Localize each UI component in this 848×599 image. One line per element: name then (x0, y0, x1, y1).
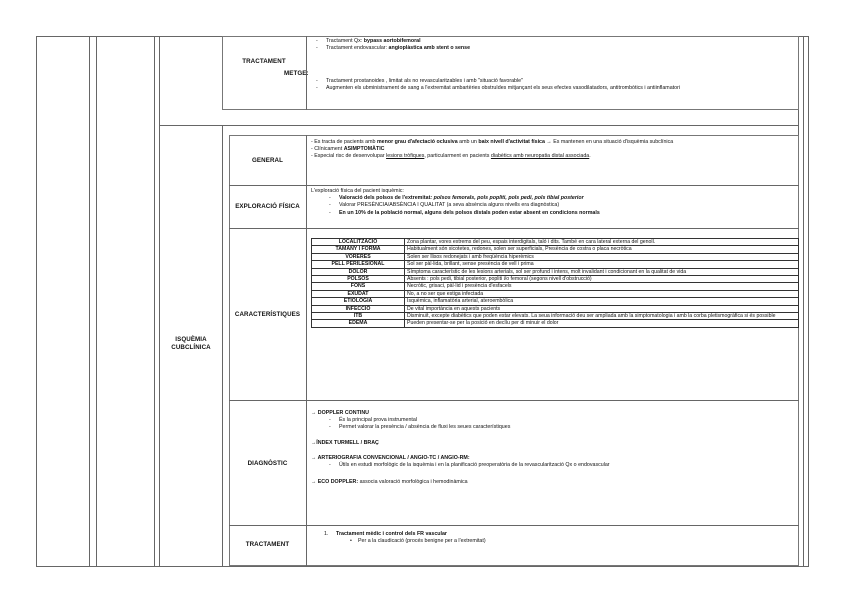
frame-line (306, 135, 307, 566)
table-row (312, 253, 799, 260)
table-key-cell: FONS (312, 283, 405, 290)
table-key-cell: POLSOS (312, 276, 405, 283)
list-item: • Per a la claudicació (procés benigne per a l'extremitat) (320, 538, 790, 545)
general-text (311, 139, 795, 161)
list-item: - Valoració dels polsos de l'extremitat: polsos femorals, pols popliti, pols pedi, pols tibial posterior (325, 195, 795, 202)
table-row (312, 246, 799, 253)
list-item: 1. Tractament mèdic i control dels FR vascular (320, 531, 790, 538)
table-row (312, 305, 799, 312)
table-key-cell: EXUDAT (312, 290, 405, 297)
frame-line (222, 125, 223, 566)
list-item: - Útils en estudi morfològic de la isquèmia i en la planificació preoperatòria de la revascularització Qx o endovascular (325, 462, 795, 469)
table-key-cell: ETIOLOGIA (312, 298, 405, 305)
frame-line (229, 185, 799, 186)
table-row (312, 261, 799, 268)
diagnostic-arteriografia: → ARTERIOGRAFIA CONVENCIONAL / ANGIO-TC / ANGIO-RM: (311, 454, 470, 461)
list-item: - Tractament Qx: bypass aortobifemoral (312, 38, 792, 45)
general-line-1: - Es tracta de pacients amb menor grau d'afectació oclusiva amb un baix nivell d'activitat física → Es mantenen en una situació d'isquèmia subclínica (311, 139, 674, 145)
diagnostic-itb: →ÍNDEX TURMELL / BRAÇ (311, 439, 379, 446)
diagnostic-doppler: → DOPPLER CONTINU (311, 410, 369, 416)
list-item: - Augmenten els ubministrament de sang a l'extremitat ambartèries obstruïdes mitjançant els seus efectes vasodilatadors, antitrombòtics i antiinflamatori (312, 85, 794, 92)
general-line-2: - Clínicament ASIMPTOMÀTIC (311, 146, 385, 153)
list-item: - Tractament endovascular: angioplàstica amb stent o sense (312, 45, 792, 52)
metge-label: METGE: (284, 70, 309, 77)
general-label: GENERAL (252, 157, 283, 164)
frame-line (154, 36, 155, 566)
table-value-cell: No, a no ser que estiga infectada (405, 290, 799, 297)
table-key-cell: ITB (312, 313, 405, 320)
table-value-cell: Zona plantar, vores extrems del peu, espais interdigitals, taló i dits. També en cara lateral externa del genoll. (405, 239, 799, 246)
table-value-cell: Necròtic, grisaci, pàl·lid i presència d'esfacels (405, 283, 799, 290)
general-line-3: - Especial risc de desenvolupar lesions tròfiques, particularment en pacients diabètics amb neuropatia distal associada. (311, 153, 591, 160)
table-value-cell: Sol ser pàl·lida, brillant, sense presència de vell i prima (405, 261, 799, 268)
table-row (312, 283, 799, 290)
exploracio-text (311, 188, 795, 217)
tractament-top-metge-list (312, 78, 794, 92)
frame-line (229, 525, 799, 526)
table-key-cell: LOCALITZACIÓ (312, 239, 405, 246)
frame-line (808, 36, 809, 566)
frame-line (89, 36, 90, 566)
table-key-cell: DOLOR (312, 268, 405, 275)
frame-line (96, 36, 97, 566)
tractament-top-q-list (312, 38, 792, 52)
caracteristiques-label: CARACTERÍSTIQUES (234, 311, 301, 318)
table-row (312, 290, 799, 297)
table-row (312, 298, 799, 305)
table-row (312, 313, 799, 320)
frame-line (36, 36, 37, 566)
diagnostic-label: DIAGNÒSTIC (247, 460, 288, 467)
table-row (312, 276, 799, 283)
list-item: - En un 10% de la població normal, alguns dels polsos distals poden estar absent en condicions normals (325, 210, 795, 217)
table-value-cell: Pueden presentar-se per la posició en declíu per di minuir el dolor (405, 320, 799, 327)
table-value-cell: Disminuït, excepte diabètics que poden estar elevats. La seua informació deu ser ampliada amb la simptomatologia i amb la corba pletismogràfica si és possible (405, 313, 799, 320)
table-value-cell: Solen ser llisos redonejats i amb freqüència hiperèmics (405, 253, 799, 260)
list-item: - Valorar PRESÈNCIA/ABSÈNCIA I QUALITAT (a seva absència alguns nivells era diagnòstica) (325, 202, 795, 209)
table-value-cell: Símptoma característic de les lesions arterials, sol ser profund i intens, molt invalidant i condicionant en la qualitat de vida (405, 268, 799, 275)
table-key-cell: INFECCIÓ (312, 305, 405, 312)
list-item: - Tractament prostanoides , limitat als no revascularitzables i amb "situació favorable" (312, 78, 794, 85)
frame-line (159, 125, 799, 126)
list-item: - És la principal prova instrumental (325, 417, 795, 424)
tractament-top-label: TRACTAMENT (242, 58, 286, 65)
table-key-cell: VORERES (312, 253, 405, 260)
table-key-cell: PELL PERILESIONAL (312, 261, 405, 268)
table-row (312, 320, 799, 327)
frame-line (36, 566, 809, 567)
table-value-cell: Absents : pols pedi, tibial posterior, popliti i/o femoral (segons nivell d'obstrucció) (405, 276, 799, 283)
list-item: - Permet valorar la presència / absència de fluxi les seues característiques (325, 424, 795, 431)
tractament-bottom-text (320, 531, 790, 545)
frame-line (803, 36, 804, 566)
diagnostic-text (311, 410, 795, 486)
tractament-bottom-label: TRACTAMENT (245, 541, 290, 548)
diagnostic-eco: → ECO DOPPLER: associa valoració morfològica i hemodinàmica (311, 479, 468, 486)
caracteristiques-table (311, 238, 799, 328)
table-value-cell: Habitualment són xicotetes, redones, solen ser superficials, Presència de costra o placa necròtica (405, 246, 799, 253)
exploracio-label: EXPLORACIÓ FÍSICA (235, 203, 300, 210)
table-row (312, 268, 799, 275)
table-key-cell: TAMANY I FORMA (312, 246, 405, 253)
table-value-cell: Isquèmica, inflamatòria arterial, ateroembòlica (405, 298, 799, 305)
section-title: ISQUÈMIA CUBCLÍNICA (171, 336, 211, 351)
table-key-cell: EDEMA (312, 320, 405, 327)
exploracio-intro: L'exploració física del pacient isquèmic: (311, 188, 404, 194)
table-row (312, 239, 799, 246)
frame-line (229, 400, 799, 401)
frame-line (159, 36, 160, 566)
frame-line (229, 228, 799, 229)
table-value-cell: De vital importància en aquests pacients (405, 305, 799, 312)
